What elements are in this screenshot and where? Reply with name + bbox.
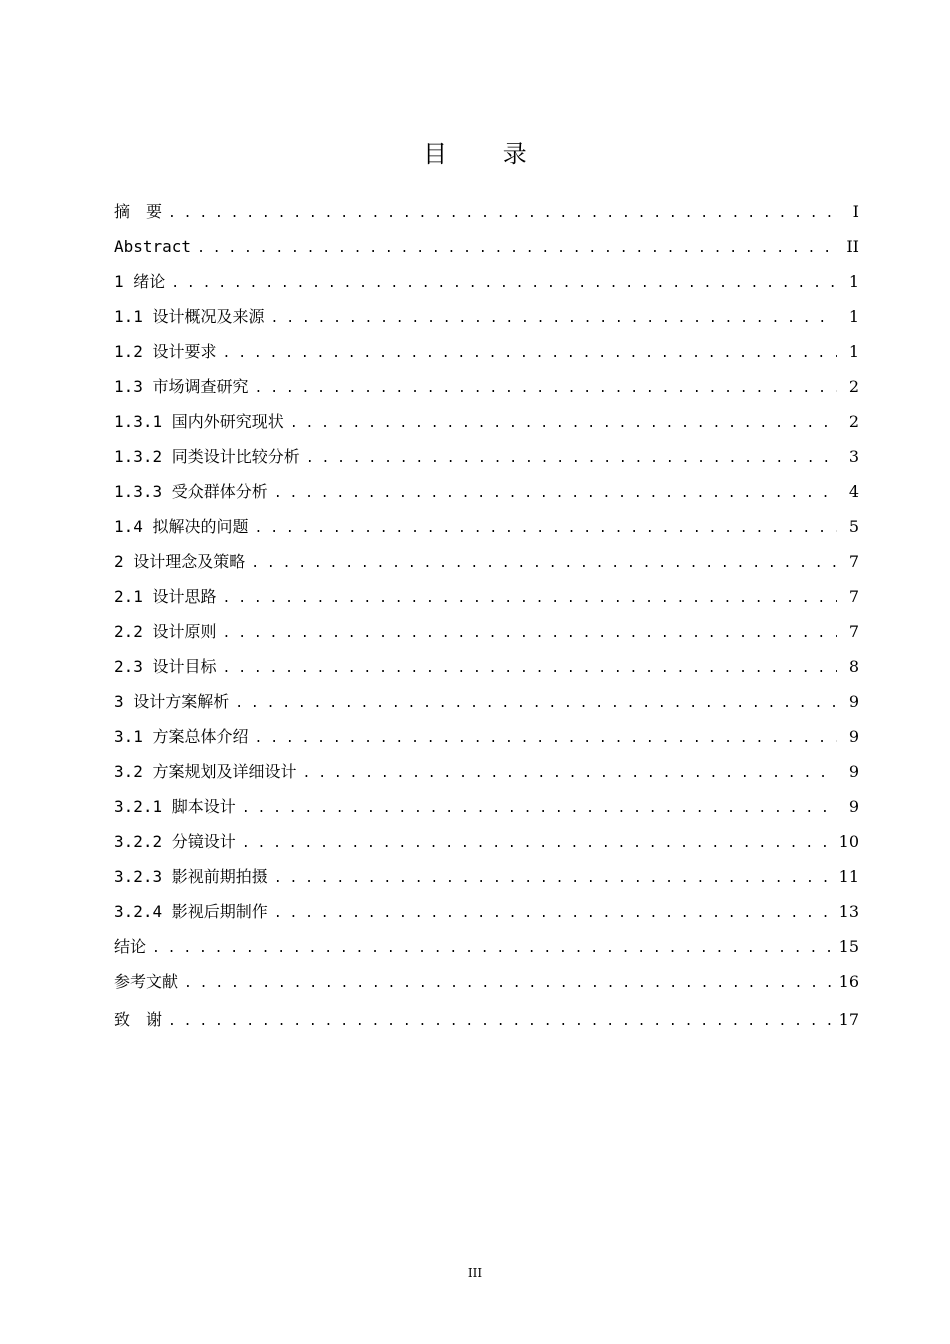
toc-entry-page: 16 xyxy=(838,972,859,991)
toc-leader-dots xyxy=(184,964,831,999)
toc-entry-page: 9 xyxy=(848,762,859,781)
toc-entry-label: 结论 xyxy=(114,937,147,956)
toc-entry-page: 13 xyxy=(838,902,859,921)
toc-leader-dots xyxy=(242,789,837,824)
toc-entry[interactable] xyxy=(114,509,859,544)
toc-entry-page: 1 xyxy=(848,307,859,326)
toc-entry[interactable] xyxy=(114,719,859,754)
toc-leader-dots xyxy=(274,474,837,509)
toc-entry-page: 17 xyxy=(838,1010,859,1029)
toc-entry-label: 1.3.2 同类设计比较分析 xyxy=(114,447,300,466)
toc-entry[interactable] xyxy=(114,1002,859,1037)
toc-entry[interactable] xyxy=(114,754,859,789)
toc-entry-label: 2.3 设计目标 xyxy=(114,657,217,676)
toc-entry-page: 9 xyxy=(848,692,859,711)
toc-entry-label: 3.1 方案总体介绍 xyxy=(114,727,249,746)
toc-entry-label: 2.2 设计原则 xyxy=(114,622,217,641)
toc-entry-label: 2.1 设计思路 xyxy=(114,587,217,606)
toc-entry-page: 15 xyxy=(838,937,859,956)
toc-leader-dots xyxy=(251,544,837,579)
toc-entry-label: 1.4 拟解决的问题 xyxy=(114,517,249,536)
toc-entry[interactable] xyxy=(114,614,859,649)
toc-entry-label: 3.2.1 脚本设计 xyxy=(114,797,236,816)
toc-entry[interactable] xyxy=(114,229,859,264)
toc-entry[interactable] xyxy=(114,544,859,579)
toc-leader-dots xyxy=(255,509,837,544)
toc-leader-dots xyxy=(255,719,837,754)
toc-leader-dots xyxy=(274,859,831,894)
toc-entry[interactable] xyxy=(114,824,859,859)
toc-leader-dots xyxy=(168,194,837,229)
toc-leader-dots xyxy=(223,579,837,614)
toc-leader-dots xyxy=(235,684,837,719)
toc-leader-dots xyxy=(306,439,837,474)
toc-entry-page: 3 xyxy=(848,447,859,466)
toc-entry[interactable] xyxy=(114,334,859,369)
toc-entry-page: 7 xyxy=(848,552,859,571)
toc-leader-dots xyxy=(171,264,837,299)
toc-entry-label: 参考文献 xyxy=(114,972,179,991)
toc-leader-dots xyxy=(223,649,837,684)
toc-entry-label: 1.3.3 受众群体分析 xyxy=(114,482,268,501)
toc-entry-page: II xyxy=(846,237,859,256)
toc-entry-label: 2 设计理念及策略 xyxy=(114,552,246,571)
page-title: 目 录 xyxy=(423,140,551,169)
page-number: III xyxy=(467,1266,483,1280)
toc-leader-dots xyxy=(290,404,837,439)
toc-entry[interactable] xyxy=(114,369,859,404)
toc-entry-label: 致 谢 xyxy=(114,1010,163,1029)
toc-leader-dots xyxy=(197,229,837,264)
toc-entry-label: 1.3.1 国内外研究现状 xyxy=(114,412,284,431)
toc-entry-page: 1 xyxy=(848,342,859,361)
toc-entry[interactable] xyxy=(114,299,859,334)
toc-leader-dots xyxy=(255,369,837,404)
toc-entry-page: 8 xyxy=(848,657,859,676)
toc-leader-dots xyxy=(271,299,837,334)
toc-entry[interactable] xyxy=(114,684,859,719)
table-of-contents xyxy=(114,194,859,1037)
toc-entry-label: 1 绪论 xyxy=(114,272,166,291)
toc-leader-dots xyxy=(168,1002,831,1037)
toc-entry-page: 11 xyxy=(838,867,859,886)
toc-entry-page: 2 xyxy=(848,412,859,431)
toc-entry-label: 1.2 设计要求 xyxy=(114,342,217,361)
toc-entry[interactable] xyxy=(114,964,859,999)
toc-entry-page: 2 xyxy=(848,377,859,396)
toc-entry[interactable] xyxy=(114,579,859,614)
toc-leader-dots xyxy=(223,614,837,649)
toc-entry-page: 7 xyxy=(848,622,859,641)
toc-entry[interactable] xyxy=(114,929,859,964)
toc-entry[interactable] xyxy=(114,194,859,229)
toc-entry-label: 摘 要 xyxy=(114,202,163,221)
toc-entry-label: 1.1 设计概况及来源 xyxy=(114,307,265,326)
toc-entry-page: 9 xyxy=(848,797,859,816)
toc-entry[interactable] xyxy=(114,649,859,684)
toc-leader-dots xyxy=(303,754,837,789)
toc-leader-dots xyxy=(152,929,831,964)
toc-entry-label: 1.3 市场调查研究 xyxy=(114,377,249,396)
toc-entry-label: Abstract xyxy=(114,237,192,256)
toc-entry-label: 3.2.2 分镜设计 xyxy=(114,832,236,851)
toc-entry-label: 3.2.3 影视前期拍摄 xyxy=(114,867,268,886)
toc-entry-page: 7 xyxy=(848,587,859,606)
toc-entry-page: 9 xyxy=(848,727,859,746)
toc-entry[interactable] xyxy=(114,439,859,474)
toc-leader-dots xyxy=(242,824,831,859)
toc-entry[interactable] xyxy=(114,789,859,824)
toc-entry-page: 1 xyxy=(848,272,859,291)
toc-leader-dots xyxy=(274,894,831,929)
toc-entry-page: 5 xyxy=(848,517,859,536)
toc-entry[interactable] xyxy=(114,474,859,509)
toc-entry[interactable] xyxy=(114,264,859,299)
toc-entry-page: I xyxy=(852,202,859,221)
toc-entry-label: 3 设计方案解析 xyxy=(114,692,230,711)
toc-entry-label: 3.2.4 影视后期制作 xyxy=(114,902,268,921)
toc-entry[interactable] xyxy=(114,894,859,929)
toc-entry[interactable] xyxy=(114,404,859,439)
toc-entry-page: 4 xyxy=(848,482,859,501)
toc-entry-label: 3.2 方案规划及详细设计 xyxy=(114,762,297,781)
toc-entry-page: 10 xyxy=(838,832,859,851)
toc-leader-dots xyxy=(223,334,837,369)
toc-entry[interactable] xyxy=(114,859,859,894)
